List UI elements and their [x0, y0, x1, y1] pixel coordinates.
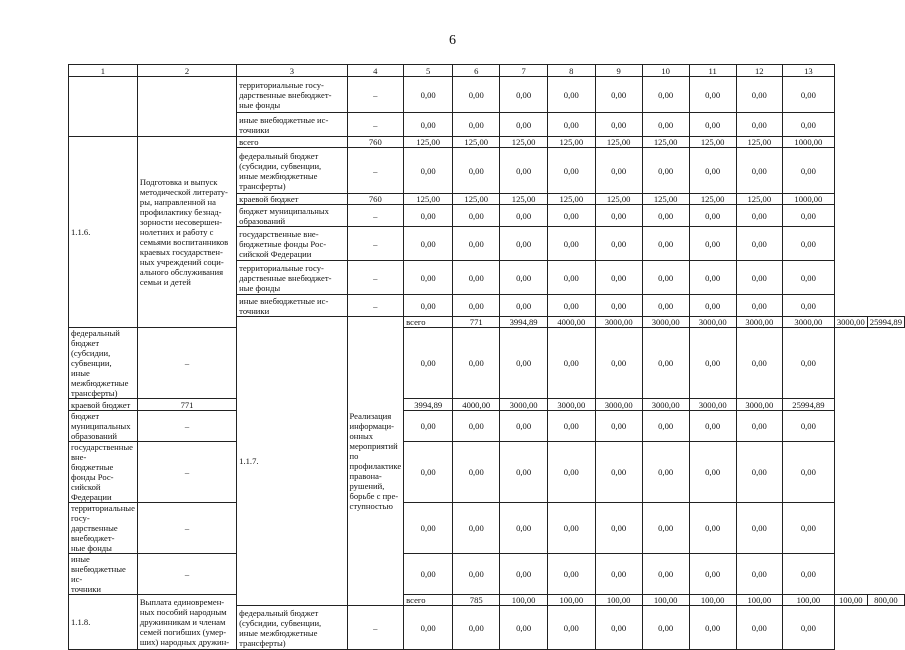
budget-code: – [137, 554, 236, 595]
year-value: 0,00 [736, 328, 782, 399]
year-value: 100,00 [547, 595, 595, 606]
total-value: 25994,89 [782, 399, 834, 411]
measure-name: Реализация информаци- онных мероприятий по профилактике правона- рушений, борьбе с пре- ступностью [347, 317, 404, 606]
funding-source: бюджет муниципальных образований [69, 411, 138, 442]
year-value: 0,00 [453, 442, 500, 503]
year-value: 0,00 [642, 295, 689, 317]
budget-code: – [137, 328, 236, 399]
year-value: 0,00 [736, 606, 782, 650]
year-value: 0,00 [595, 77, 642, 113]
year-value: 0,00 [736, 148, 782, 194]
column-header: 13 [782, 65, 834, 77]
year-value: 0,00 [736, 554, 782, 595]
year-value: 0,00 [736, 77, 782, 113]
total-value: 0,00 [782, 148, 834, 194]
table-row [69, 554, 905, 595]
funding-source: государственные вне- бюджетные фонды Рос- сийской Федерации [69, 442, 138, 503]
year-value: 0,00 [404, 261, 453, 295]
year-value: 125,00 [642, 137, 689, 148]
year-value: 0,00 [689, 442, 736, 503]
measure-code: 1.1.7. [237, 317, 347, 606]
year-value: 0,00 [404, 113, 453, 137]
year-value: 0,00 [500, 606, 548, 650]
column-header: 4 [347, 65, 404, 77]
year-value: 0,00 [500, 205, 548, 227]
year-value: 100,00 [500, 595, 548, 606]
year-value: 0,00 [642, 411, 689, 442]
year-value: 0,00 [453, 411, 500, 442]
year-value: 0,00 [547, 554, 595, 595]
year-value: 0,00 [736, 442, 782, 503]
year-value: 4000,00 [547, 317, 595, 328]
year-value: 0,00 [453, 205, 500, 227]
year-value: 0,00 [736, 227, 782, 261]
year-value: 100,00 [642, 595, 689, 606]
year-value: 3000,00 [642, 317, 689, 328]
column-header: 7 [500, 65, 548, 77]
year-value: 0,00 [642, 205, 689, 227]
year-value: 0,00 [689, 205, 736, 227]
year-value: 3000,00 [595, 317, 642, 328]
year-value: 0,00 [453, 295, 500, 317]
funding-source: территориальные госу- дарственные внебюджет- ные фонды [237, 261, 347, 295]
measure-name: Подготовка и выпуск методической литерату- ры, направленной на профилактику безнад- зорности несовершен- нолетних и работу с семьями воспитанников краевых государствен- ных учреждений соци- ального обслуживания семьи и детей [137, 137, 236, 328]
budget-code: 760 [347, 137, 404, 148]
year-value: 3000,00 [736, 399, 782, 411]
year-value: 0,00 [453, 148, 500, 194]
year-value: 0,00 [404, 554, 453, 595]
year-value: 125,00 [595, 194, 642, 205]
year-value: 0,00 [736, 113, 782, 137]
year-value: 0,00 [595, 554, 642, 595]
funding-source: иные внебюджетные ис- точники [69, 554, 138, 595]
year-value: 0,00 [642, 328, 689, 399]
year-value: 100,00 [782, 595, 834, 606]
year-value: 0,00 [547, 442, 595, 503]
total-value: 0,00 [782, 503, 834, 554]
header-row [69, 65, 905, 77]
funding-source: иные внебюджетные ис- точники [237, 295, 347, 317]
year-value: 3000,00 [689, 317, 736, 328]
year-value: 4000,00 [453, 399, 500, 411]
funding-source: государственные вне- бюджетные фонды Рос- сийской Федерации [237, 227, 347, 261]
budget-code: – [347, 205, 404, 227]
funding-source: территориальные госу- дарственные внебюджет- ные фонды [237, 77, 347, 113]
year-value: 0,00 [404, 503, 453, 554]
year-value: 125,00 [404, 137, 453, 148]
year-value: 0,00 [547, 148, 595, 194]
year-value: 0,00 [595, 328, 642, 399]
year-value: 125,00 [500, 194, 548, 205]
year-value: 125,00 [736, 194, 782, 205]
year-value: 0,00 [500, 261, 548, 295]
year-value: 0,00 [689, 328, 736, 399]
year-value: 3000,00 [736, 317, 782, 328]
budget-code: 760 [347, 194, 404, 205]
year-value: 0,00 [500, 148, 548, 194]
year-value: 0,00 [500, 554, 548, 595]
budget-code: – [137, 442, 236, 503]
year-value: 0,00 [404, 606, 453, 650]
year-value: 125,00 [404, 194, 453, 205]
year-value: 0,00 [595, 295, 642, 317]
table-row [69, 399, 905, 411]
year-value: 0,00 [453, 261, 500, 295]
year-value: 0,00 [500, 113, 548, 137]
year-value: 0,00 [595, 227, 642, 261]
budget-code: – [347, 295, 404, 317]
budget-code: 771 [453, 317, 500, 328]
budget-code: 771 [137, 399, 236, 411]
year-value: 0,00 [642, 442, 689, 503]
funding-source: краевой бюджет [237, 194, 347, 205]
year-value: 0,00 [689, 411, 736, 442]
column-header: 9 [595, 65, 642, 77]
year-value: 0,00 [547, 295, 595, 317]
budget-code: – [347, 77, 404, 113]
year-value: 125,00 [689, 137, 736, 148]
budget-table [68, 64, 905, 650]
measure-code: 1.1.6. [69, 137, 138, 328]
table-body [69, 77, 905, 650]
year-value: 0,00 [453, 227, 500, 261]
year-value: 0,00 [547, 113, 595, 137]
year-value: 0,00 [547, 205, 595, 227]
column-header: 12 [736, 65, 782, 77]
total-value: 1000,00 [782, 137, 834, 148]
table-row [69, 595, 905, 606]
funding-source: краевой бюджет [69, 399, 138, 411]
total-value: 0,00 [782, 411, 834, 442]
year-value: 0,00 [642, 554, 689, 595]
year-value: 100,00 [689, 595, 736, 606]
funding-source: федеральный бюджет (субсидии, субвенции, иные межбюджетные трансферты) [237, 606, 347, 650]
year-value: 0,00 [595, 503, 642, 554]
year-value: 0,00 [595, 113, 642, 137]
total-value: 0,00 [782, 205, 834, 227]
budget-code: – [347, 113, 404, 137]
year-value: 0,00 [689, 261, 736, 295]
year-value: 3994,89 [500, 317, 548, 328]
page-number: 6 [449, 33, 456, 48]
year-value: 0,00 [404, 77, 453, 113]
year-value: 0,00 [453, 554, 500, 595]
year-value: 0,00 [404, 227, 453, 261]
year-value: 125,00 [642, 194, 689, 205]
total-value: 0,00 [782, 554, 834, 595]
year-value: 0,00 [404, 411, 453, 442]
total-value: 0,00 [782, 227, 834, 261]
year-value: 100,00 [736, 595, 782, 606]
funding-source: федеральный бюджет (субсидии, субвенции, иные межбюджетные трансферты) [69, 328, 138, 399]
year-value: 125,00 [736, 137, 782, 148]
year-value: 125,00 [453, 137, 500, 148]
year-value: 125,00 [689, 194, 736, 205]
year-value: 0,00 [547, 503, 595, 554]
year-value: 0,00 [595, 606, 642, 650]
year-value: 125,00 [547, 137, 595, 148]
year-value: 0,00 [404, 328, 453, 399]
year-value: 0,00 [736, 295, 782, 317]
year-value: 0,00 [689, 295, 736, 317]
budget-code: – [347, 606, 404, 650]
measure-name [137, 77, 236, 137]
year-value: 0,00 [547, 606, 595, 650]
year-value: 0,00 [689, 77, 736, 113]
year-value: 0,00 [404, 295, 453, 317]
year-value: 0,00 [642, 227, 689, 261]
year-value: 0,00 [642, 606, 689, 650]
year-value: 125,00 [500, 137, 548, 148]
total-value: 0,00 [782, 328, 834, 399]
year-value: 3994,89 [404, 399, 453, 411]
funding-source: территориальные госу- дарственные внебюджет- ные фонды [69, 503, 138, 554]
year-value: 0,00 [500, 442, 548, 503]
year-value: 0,00 [500, 503, 548, 554]
year-value: 0,00 [736, 503, 782, 554]
year-value: 0,00 [404, 148, 453, 194]
column-header: 8 [547, 65, 595, 77]
year-value: 0,00 [642, 261, 689, 295]
column-header: 6 [453, 65, 500, 77]
measure-code: 1.1.8. [69, 595, 138, 650]
year-value: 0,00 [500, 411, 548, 442]
year-value: 3000,00 [689, 399, 736, 411]
year-value: 0,00 [547, 77, 595, 113]
table-row [69, 137, 905, 148]
year-value: 0,00 [595, 205, 642, 227]
funding-source: иные внебюджетные ис- точники [237, 113, 347, 137]
total-value: 25994,89 [867, 317, 904, 328]
column-header: 3 [237, 65, 347, 77]
year-value: 0,00 [453, 503, 500, 554]
total-value: 0,00 [782, 606, 834, 650]
year-value: 0,00 [547, 411, 595, 442]
year-value: 0,00 [453, 113, 500, 137]
year-value: 0,00 [689, 113, 736, 137]
funding-source: федеральный бюджет (субсидии, субвенции, иные межбюджетные трансферты) [237, 148, 347, 194]
year-value: 0,00 [595, 148, 642, 194]
funding-source: всего [404, 595, 453, 606]
year-value: 3000,00 [782, 317, 834, 328]
total-value: 0,00 [782, 295, 834, 317]
table-row [69, 328, 905, 399]
year-value: 0,00 [642, 77, 689, 113]
column-header: 11 [689, 65, 736, 77]
measure-code [69, 77, 138, 137]
measure-name: Выплата единовремен- ных пособий народным дружинникам и членам семей погибших (умер- ших) народных дружин- [137, 595, 236, 650]
year-value: 0,00 [404, 442, 453, 503]
table-row [69, 503, 905, 554]
column-header: 2 [137, 65, 236, 77]
table-row [69, 77, 905, 113]
total-value: 0,00 [782, 77, 834, 113]
year-value: 0,00 [689, 503, 736, 554]
year-value: 0,00 [595, 261, 642, 295]
funding-source: бюджет муниципальных образований [237, 205, 347, 227]
year-value: 0,00 [500, 295, 548, 317]
year-value: 0,00 [500, 77, 548, 113]
year-value: 0,00 [453, 328, 500, 399]
table-row [69, 411, 905, 442]
year-value: 0,00 [547, 261, 595, 295]
total-value: 0,00 [782, 113, 834, 137]
year-value: 0,00 [689, 148, 736, 194]
year-value: 0,00 [736, 205, 782, 227]
column-header: 5 [404, 65, 453, 77]
year-value: 0,00 [500, 328, 548, 399]
funding-source: всего [237, 137, 347, 148]
year-value: 100,00 [834, 595, 867, 606]
budget-code: – [137, 411, 236, 442]
year-value: 0,00 [453, 606, 500, 650]
funding-source: всего [404, 317, 453, 328]
total-value: 0,00 [782, 261, 834, 295]
year-value: 3000,00 [595, 399, 642, 411]
budget-code: – [137, 503, 236, 554]
column-header: 1 [69, 65, 138, 77]
year-value: 3000,00 [834, 317, 867, 328]
budget-code: – [347, 148, 404, 194]
year-value: 0,00 [689, 227, 736, 261]
year-value: 0,00 [453, 77, 500, 113]
year-value: 0,00 [642, 503, 689, 554]
year-value: 0,00 [689, 606, 736, 650]
year-value: 125,00 [595, 137, 642, 148]
year-value: 125,00 [453, 194, 500, 205]
year-value: 0,00 [642, 113, 689, 137]
total-value: 0,00 [782, 442, 834, 503]
year-value: 0,00 [595, 442, 642, 503]
budget-code: 785 [453, 595, 500, 606]
year-value: 125,00 [547, 194, 595, 205]
column-header: 10 [642, 65, 689, 77]
year-value: 0,00 [595, 411, 642, 442]
year-value: 3000,00 [500, 399, 548, 411]
budget-code: – [347, 227, 404, 261]
total-value: 1000,00 [782, 194, 834, 205]
table-row [69, 442, 905, 503]
total-value: 800,00 [867, 595, 904, 606]
year-value: 3000,00 [642, 399, 689, 411]
year-value: 0,00 [736, 411, 782, 442]
year-value: 0,00 [547, 328, 595, 399]
year-value: 3000,00 [547, 399, 595, 411]
year-value: 0,00 [500, 227, 548, 261]
year-value: 0,00 [642, 148, 689, 194]
budget-code: – [347, 261, 404, 295]
year-value: 0,00 [547, 227, 595, 261]
year-value: 0,00 [404, 205, 453, 227]
year-value: 0,00 [736, 261, 782, 295]
year-value: 0,00 [689, 554, 736, 595]
year-value: 100,00 [595, 595, 642, 606]
